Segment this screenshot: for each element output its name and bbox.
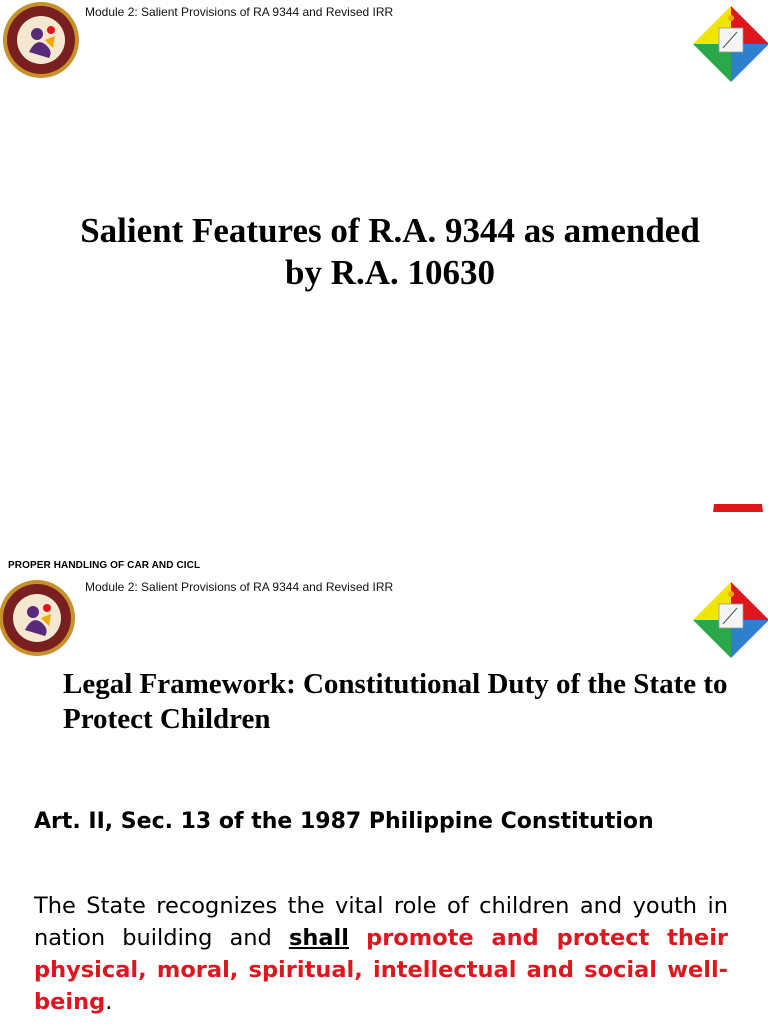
- wcpc-seal-icon: [1, 0, 81, 80]
- slide-title: Legal Framework: Constitutional Duty of the State to Protect Children: [63, 668, 728, 735]
- body-text-plain: The State recognizes the vital role of children and youth in nation building and: [34, 893, 728, 951]
- body-text-end: .: [105, 989, 113, 1015]
- module-header: Module 2: Salient Provisions of RA 9344 and Revised IRR: [85, 580, 394, 594]
- slide-title-line-1: Salient Features of R.A. 9344 as amended: [80, 211, 700, 250]
- body-space: [349, 925, 366, 951]
- body-paragraph: [34, 890, 728, 1018]
- pnp-badge-icon: [708, 498, 768, 512]
- diamond-emblem-icon: [691, 4, 768, 84]
- body-text-highlight: promote and protect their physical, moral, spiritual, intellectual and social well-being: [34, 925, 728, 1015]
- shall-emphasis: shall: [288, 925, 349, 951]
- wcpc-seal-icon: [0, 578, 77, 658]
- article-heading: Art. II, Sec. 13 of the 1987 Philippine Constitution: [34, 809, 654, 834]
- diamond-emblem-icon: [691, 580, 768, 660]
- module-header: Module 2: Salient Provisions of RA 9344 and Revised IRR: [85, 5, 394, 19]
- slide-2-content: [0, 512, 768, 1024]
- slide-title-line-2: by R.A. 10630: [284, 253, 496, 292]
- footer-label: PROPER HANDLING OF CAR AND CICL: [8, 560, 201, 571]
- slide-title: [24, 210, 756, 294]
